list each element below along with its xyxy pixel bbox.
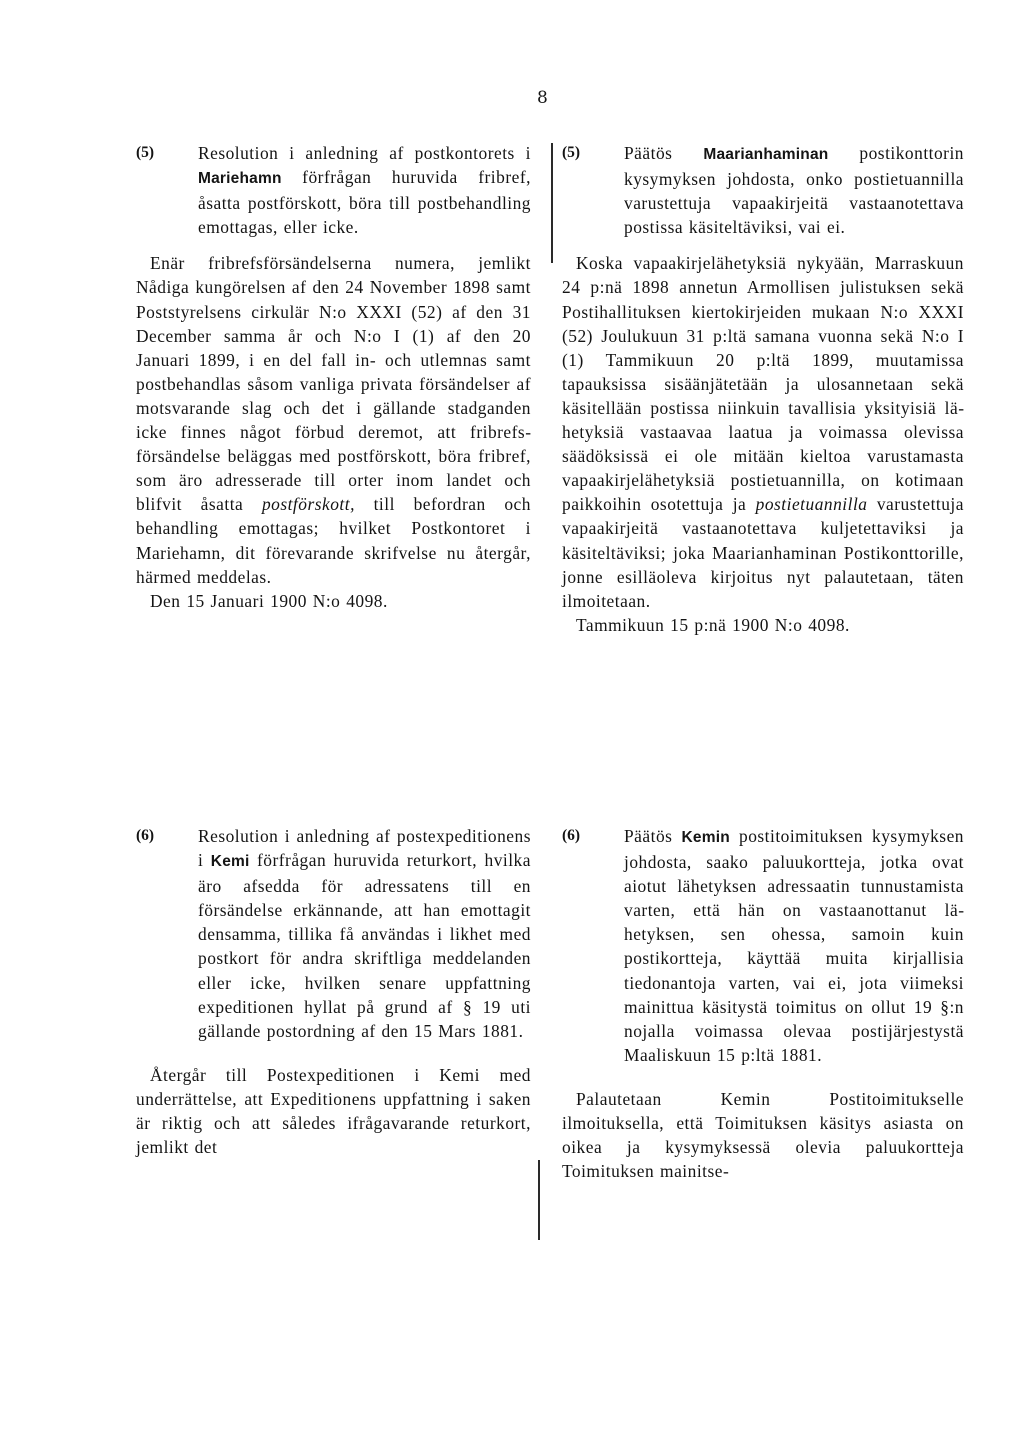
- section-6-finnish: [562, 824, 964, 1183]
- place-name: Mariehamn: [198, 170, 282, 188]
- column-divider-mark: [551, 143, 553, 263]
- section-6-fi-body: Palautetaan Kemin Postitoimitukselle ilmoituksella, että Toimituksen käsitys asiasta on oikea ja kysymyksessä olevia paluukortteja Toimituksen mainitse-: [562, 1088, 964, 1182]
- section-number: (6): [136, 827, 155, 844]
- section-5-sv-heading: [136, 141, 531, 239]
- column-divider-mark: [538, 1160, 540, 1240]
- section-number: (5): [136, 144, 155, 161]
- heading-text: Resolution i anledning af postexpeditionens i Kemi förfrågan huruvida returkort, hvilka äro afsedda för adressatens till en försändelse erkännande, att han emottagit densamma, tillika få användas i likhet med postkort för andra skriftliga meddelanden eller icke, hvilken senare uppfattning expeditionen hyllat på grund af § 19 uti gällande postordning af den 15 Mars 1881.: [198, 826, 531, 1041]
- section-5-sv-body: Enär fribrefsförsändelserna numera, jemlikt Nådiga kungörelsen af den 24 November 1898 samt Poststyrelsens cirkulär N:o XXXI (52) af den 31 December samma år och N:o I (1) af den 20 Januari 1899, i en del fall in- och utlemnas samt postbehandlas såsom vanliga privata försändelser af motsvarande slag och det i gällande stadganden icke finnes något förbud deremot, att fribrefsförsändelse beläggas med postförskott, böra fribref, som äro adresserade till orter inom landet och blifvit åsatta postförskott, till befordran och behandling emottagas; hvilket Postkontoret i Mariehamn, dit förevarande skrifvelse nu återgår, härmed meddelas.: [136, 253, 531, 587]
- heading-text: Päätös Maarianhaminan postikonttorin kysymyksen johdosta, onko postietuannilla varustettuja vapaakirjeitä vastaanotettava postissa käsiteltäviksi, vai ei.: [624, 143, 964, 238]
- section-5-swedish: [136, 141, 531, 613]
- section-number: (6): [562, 827, 581, 844]
- section-6-sv-body: Återgår till Postexpeditionen i Kemi med underrättelse, att Expeditionens uppfattning i saken är riktig och att således ifrågavarande returkort, jemlikt det: [136, 1064, 531, 1158]
- place-name: Maarianhaminan: [703, 146, 829, 163]
- section-5-sv-date: Den 15 Januari 1900 N:o 4098.: [150, 590, 388, 611]
- section-5-fi-date: Tammikuun 15 p:nä 1900 N:o 4098.: [576, 614, 850, 635]
- section-number: (5): [562, 144, 581, 161]
- section-6-sv-heading: [136, 824, 531, 1043]
- heading-text: Päätös Kemin postitoimituksen kysymyksen johdosta, saako paluukortteja, jotka ovat aiotut lähetyksen adressaatin tunnustamista varten, että hän on vastaanottanut lähetyksen, sen ohessa, samoin kuin postikortteja, käyttää muita kirjallisia tiedonantoja varten, vai ei, jota viimeksi mainittua käsitystä toimitus on ollut 19 §:n nojalla voimassa olevaa postijärjestystä Maaliskuun 15 p:ltä 1881.: [624, 826, 964, 1065]
- heading-text: Resolution i anledning af postkontorets i Mariehamn förfrågan huruvida fribref, åsatta postförskott, böra till postbehandling emottagas, eller icke.: [198, 143, 531, 238]
- place-name: Kemi: [210, 853, 250, 871]
- section-6-fi-heading: [562, 824, 964, 1067]
- section-5-fi-body: Koska vapaakirjelähetyksiä nykyään, Marraskuun 24 p:nä 1898 annetun Armollisen julistuksen sekä Postihallituksen kiertokirjeiden mukaan N:o XXXI (52) Joulukuun 31 p:ltä samana vuonna sekä N:o I (1) Tammikuun 20 p:ltä 1899, muutamissa tapauksissa sisäänjätetään ja ulosannetaan sekä käsitellään postissa niinkuin tavallisia yksityisiä lähetyksiä vastaavaa laatua ja voimassa olevissa säädöksissä ei ole mitään kieltoa varustamasta vapaakirjelähetyksiä postietuannilla, on kotimaan paikkoihin osotettuja ja postietuannilla varustettuja vapaakirjeitä vastaanotettava kuljetettaviksi ja käsiteltäviksi; joka Maarianhaminan Postikonttorille, jonne esilläoleva kirjoitus nyt palautetaan, täten ilmoitetaan.: [562, 253, 964, 611]
- section-6-swedish: [136, 824, 531, 1159]
- section-5-finnish: [562, 141, 964, 637]
- place-name: Kemin: [681, 829, 730, 846]
- section-5-fi-heading: [562, 141, 964, 239]
- page-number: 8: [537, 88, 549, 108]
